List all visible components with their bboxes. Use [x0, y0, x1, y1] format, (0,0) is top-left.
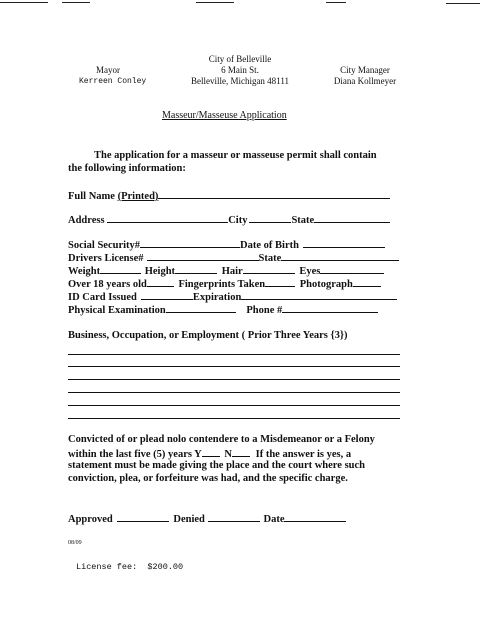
hair-label: Hair [221, 266, 243, 277]
conviction-text: Convicted of or plead nolo contendere to a Misdemeanor or a Felony [68, 434, 375, 445]
over18-field[interactable] [147, 277, 174, 287]
height-field[interactable] [175, 264, 217, 274]
ssn-label: Social Security# [68, 240, 141, 251]
revision-code: 08/09 [68, 540, 82, 546]
city-name: City of Belleville [208, 54, 272, 64]
employment-line-6[interactable] [68, 418, 400, 419]
photograph-field[interactable] [353, 277, 381, 287]
physical-exam-field[interactable] [166, 303, 236, 313]
fingerprints-label: Fingerprints Taken [178, 279, 266, 290]
id-card-row [68, 290, 397, 303]
city-street: 6 Main St. [221, 65, 259, 75]
approved-field[interactable] [117, 512, 169, 522]
over18-label: Over 18 years old [68, 279, 147, 290]
conviction-text: statement must be made giving the place and the court where such [68, 460, 365, 471]
approval-row [68, 512, 346, 525]
dl-state-field[interactable] [281, 251, 399, 261]
mayor-title: Mayor [96, 65, 120, 75]
dl-state-label: State [258, 253, 282, 264]
mayor-name: Kerreen Conley [79, 77, 147, 86]
ssn-row [68, 238, 385, 251]
state-label: State [291, 215, 315, 226]
intro-text: the following information: [68, 163, 186, 174]
conviction-yes-field[interactable] [202, 447, 220, 457]
employment-line-2[interactable] [68, 366, 400, 367]
denied-field[interactable] [208, 512, 260, 522]
scan-edge-line [0, 2, 48, 3]
id-issued-label: ID Card Issued [68, 292, 137, 303]
employment-line-5[interactable] [68, 405, 400, 406]
employment-label: Business, Occupation, or Employment ( Prior Three Years {3}) [68, 330, 348, 341]
manager-title: City Manager [340, 65, 390, 75]
address-field[interactable] [107, 213, 228, 223]
employment-line-3[interactable] [68, 379, 400, 380]
conviction-text: conviction, plea, or forfeiture was had, and the specific charge. [68, 473, 348, 484]
fingerprints-field[interactable] [265, 277, 295, 287]
dl-label: Drivers License# [68, 253, 144, 264]
date-label: Date [263, 514, 285, 525]
city-label: City [228, 215, 248, 226]
scan-edge-line [196, 2, 234, 3]
full-name-hint: (Printed) [117, 191, 159, 202]
employment-line-1[interactable] [68, 354, 400, 355]
physical-exam-label: Physical Examination [68, 305, 166, 316]
city-field[interactable] [249, 213, 291, 223]
dob-field[interactable] [303, 238, 385, 248]
conviction-text: within the last five (5) years Y [68, 449, 202, 460]
eyes-label: Eyes [299, 266, 321, 277]
city-address: Belleville, Michigan 48111 [190, 76, 290, 86]
expiration-label: Expiration [192, 292, 242, 303]
expiration-field[interactable] [241, 290, 397, 300]
physical-traits-row [68, 264, 384, 277]
denied-label: Denied [173, 514, 205, 525]
full-name-label: Full Name [68, 191, 115, 202]
ssn-field[interactable] [140, 238, 240, 248]
hair-field[interactable] [243, 264, 295, 274]
dl-row [68, 251, 399, 264]
weight-field[interactable] [100, 264, 141, 274]
scan-edge-line [446, 3, 480, 4]
id-issued-field[interactable] [141, 290, 193, 300]
full-name-field[interactable] [158, 189, 390, 199]
conviction-no-label: N [224, 449, 232, 460]
employment-line-4[interactable] [68, 392, 400, 393]
phone-label: Phone # [246, 305, 283, 316]
approved-label: Approved [68, 514, 113, 525]
intro-text: The application for a masseur or masseuse permit shall contain [94, 150, 377, 161]
conviction-no-field[interactable] [232, 447, 250, 457]
license-fee: License fee: $200.00 [76, 562, 184, 572]
dl-field[interactable] [147, 251, 259, 261]
scan-edge-line [62, 2, 90, 3]
photograph-label: Photograph [299, 279, 353, 290]
scan-edge-line [326, 2, 346, 3]
form-title: Masseur/Masseuse Application [162, 110, 287, 121]
eyes-field[interactable] [320, 264, 384, 274]
phone-field[interactable] [282, 303, 378, 313]
address-label: Address [68, 215, 105, 226]
full-name-row [68, 189, 390, 202]
state-field[interactable] [314, 213, 390, 223]
date-field[interactable] [284, 512, 346, 522]
height-label: Height [144, 266, 176, 277]
verification-row [68, 277, 381, 290]
weight-label: Weight [68, 266, 101, 277]
address-row [68, 213, 390, 226]
manager-name: Diana Kollmeyer [333, 76, 397, 86]
conviction-text: If the answer is yes, a [255, 449, 352, 460]
dob-label: Date of Birth [240, 240, 299, 251]
conviction-yn-row [68, 447, 351, 460]
exam-phone-row [68, 303, 378, 316]
